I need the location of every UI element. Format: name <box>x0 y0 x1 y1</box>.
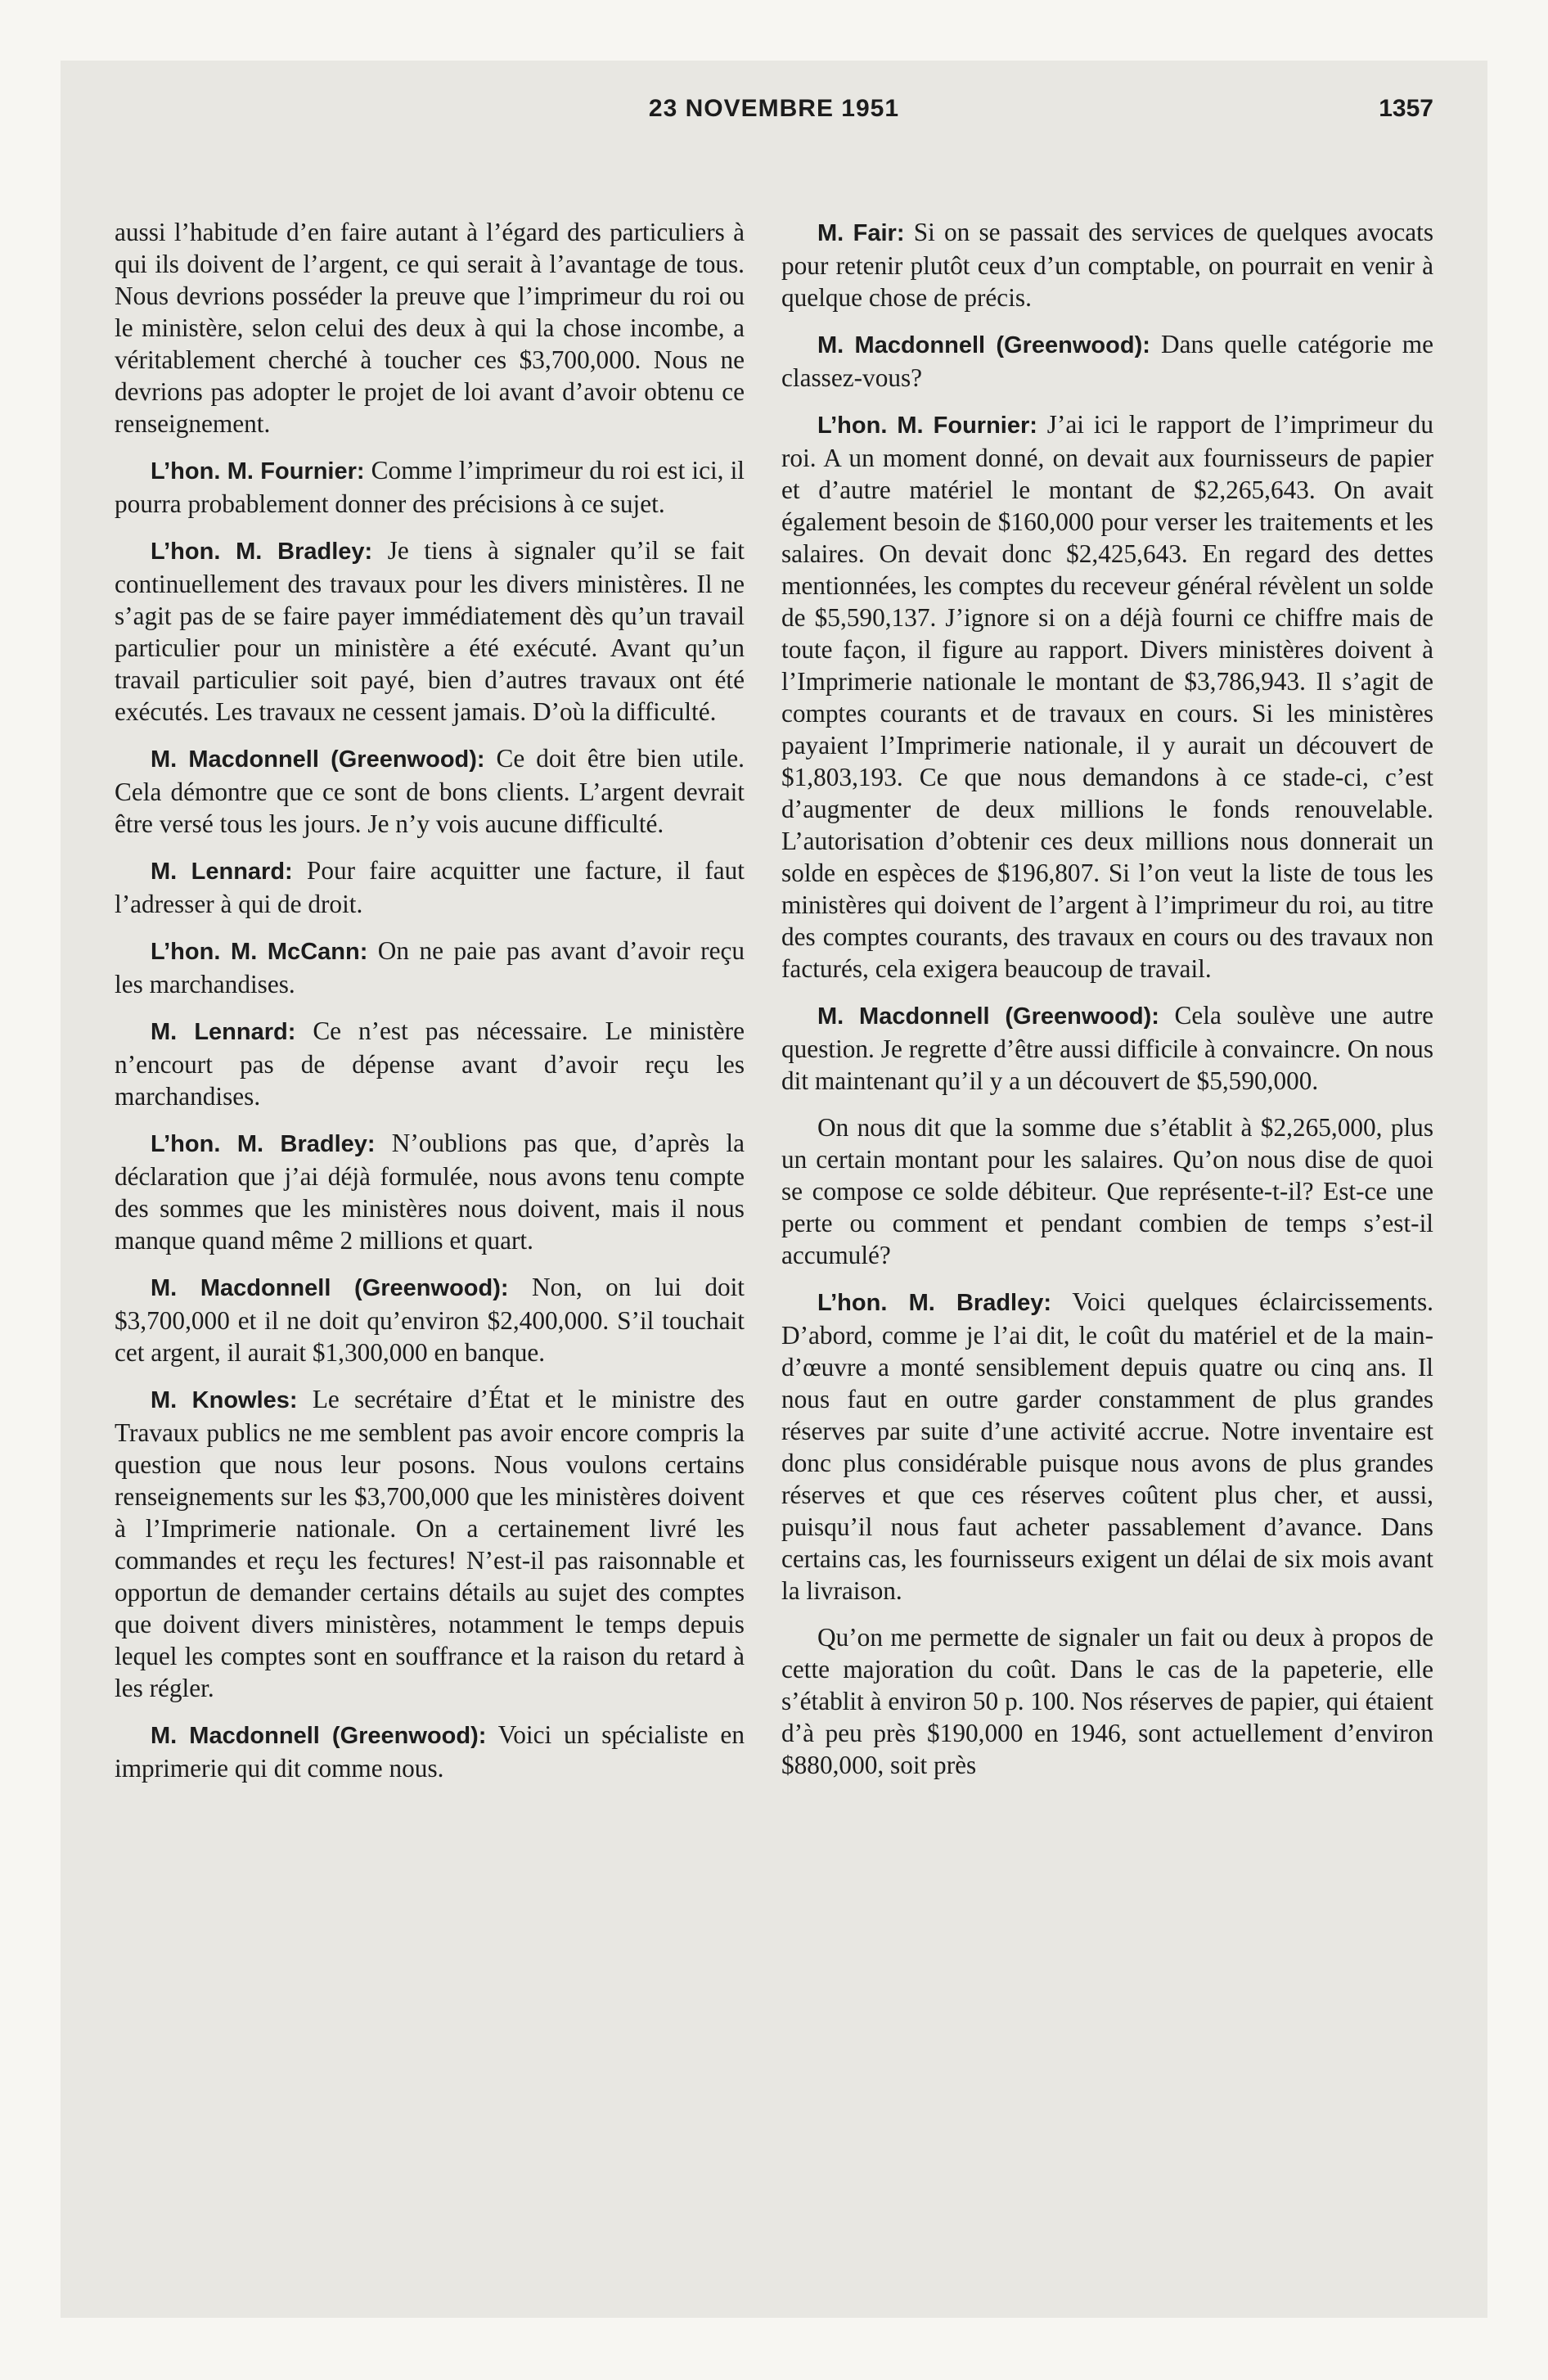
paragraph <box>115 216 745 439</box>
paragraph-text: Pour faire acquitter une facture, il faut l’adresser à qui de droit. <box>115 856 745 918</box>
paragraph-text: Ce doit être bien utile. Cela démontre que ce sont de bons clients. L’argent devrait être versé tous les jours. Je n’y vois aucune difficulté. <box>115 744 745 838</box>
paragraph <box>781 1111 1433 1271</box>
paragraph <box>115 854 745 920</box>
page-header <box>115 95 1433 144</box>
speaker-name: M. Lennard: <box>151 1019 296 1045</box>
paragraph-text: Dans quelle catégorie me classez-vous? <box>781 330 1433 392</box>
speaker-name: L’hon. M. Bradley: <box>151 539 373 565</box>
paragraph <box>115 1127 745 1256</box>
paragraph <box>115 534 745 728</box>
paragraph <box>115 742 745 840</box>
paragraph <box>781 328 1433 394</box>
paragraph-text: Je tiens à signaler qu’il se fait continuellement des travaux pour les divers ministères. Il ne s’agit pas de se faire payer immédiatement dès qu’un travail particulier pour un ministère a été exécuté. Avant qu’un travail particulier soit payé, bien d’autres travaux ont été exécutés. Les travaux ne cessent jamais. D’où la difficulté. <box>115 536 745 726</box>
speaker-name: M. Knowles: <box>151 1387 298 1413</box>
page-number: 1357 <box>1379 95 1433 122</box>
paragraph-text: Le secrétaire d’État et le ministre des Travaux publics ne me semblent pas avoir encore compris la question que nous leur posons. Nous voulons certains renseignements sur les $3,700,000 que les ministères doivent à l’Imprimerie nationale. On a certainement livré les commandes et reçu les fectures! N’est-il pas raisonnable et opportun de demander certains détails au sujet des comptes que doivent divers ministères, notamment le temps depuis lequel les comptes sont en souffrance et la raison du retard à les régler. <box>115 1385 745 1702</box>
speaker-name: M. Fair: <box>817 220 905 246</box>
paragraph-text: On nous dit que la somme due s’établit à $2,265,000, plus un certain montant pour les salaires. Qu’on nous dise de quoi se compose ce solde débiteur. Que représente-t-il? Est-ce une perte ou comment et pendant combien de temps s’est-il accumulé? <box>781 1113 1433 1269</box>
speaker-name: L’hon. M. Fournier: <box>817 412 1037 439</box>
paragraph-text: Cela soulève une autre question. Je regrette d’être aussi difficile à convaincre. On nous dit maintenant qu’il y a un découvert de $5,590,000. <box>781 1001 1433 1095</box>
paragraph-text: N’oublions pas que, d’après la déclaration que j’ai déjà formulée, nous avons tenu compte des sommes que les ministères nous doivent, mais il nous manque quand même 2 millions et quart. <box>115 1129 745 1255</box>
paragraph <box>115 454 745 520</box>
speaker-name: M. Macdonnell (Greenwood): <box>151 1723 487 1749</box>
speaker-name: L’hon. M. McCann: <box>151 939 368 965</box>
speaker-name: M. Lennard: <box>151 859 293 885</box>
paragraph-text: Non, on lui doit $3,700,000 et il ne doit qu’environ $2,400,000. S’il touchait cet argent, il aurait $1,300,000 en banque. <box>115 1273 745 1367</box>
speaker-name: M. Macdonnell (Greenwood): <box>817 332 1150 358</box>
speaker-name: M. Macdonnell (Greenwood): <box>151 1275 509 1301</box>
paragraph <box>781 1621 1433 1781</box>
paragraph-text: aussi l’habitude d’en faire autant à l’égard des particuliers à qui ils doivent de l’argent, ce qui serait à l’avantage de tous. Nous devrions posséder la preuve que l’imprimeur du roi ou le ministère, selon celui des deux à qui la chose incombe, a véritablement cherché à toucher ces $3,700,000. Nous ne devrions pas adopter le projet de loi avant d’avoir obtenu ce renseignement. <box>115 218 745 438</box>
paragraph-text: Comme l’imprimeur du roi est ici, il pourra probablement donner des précisions à ce sujet. <box>115 456 745 518</box>
speaker-name: M. Macdonnell (Greenwood): <box>151 746 485 773</box>
paragraph <box>115 935 745 1000</box>
speaker-name: L’hon. M. Bradley: <box>817 1290 1052 1316</box>
paragraph <box>115 1015 745 1112</box>
paragraph-text: Qu’on me permette de signaler un fait ou deux à propos de cette majoration du coût. Dans le cas de la papeterie, elle s’établit à environ 50 p. 100. Nos réserves de papier, qui étaient d’à peu près $190,000 en 1946, sont actuellement d’environ $880,000, soit près <box>781 1623 1433 1779</box>
paragraph <box>781 999 1433 1097</box>
paragraph <box>781 408 1433 985</box>
speaker-name: L’hon. M. Fournier: <box>151 458 365 485</box>
paragraph <box>115 1383 745 1704</box>
speaker-name: L’hon. M. Bradley: <box>151 1131 376 1157</box>
left-column <box>115 216 745 1799</box>
paragraph-text: On ne paie pas avant d’avoir reçu les marchandises. <box>115 936 745 998</box>
paragraph <box>115 1719 745 1784</box>
paragraph <box>781 216 1433 313</box>
paragraph-text: J’ai ici le rapport de l’imprimeur du roi. A un moment donné, on devait aux fournisseurs de papier et d’autre matériel le montant de $2,265,643. On avait également besoin de $160,000 pour verser les traitements et les salaires. On devait donc $2,425,643. En regard des dettes mentionnées, les comptes du receveur général révèlent un solde de $5,590,137. J’ignore si on a déjà fourni ce chiffre mais de toute façon, il figure au rapport. Divers ministères doivent à l’Imprimerie nationale le montant de $3,786,943. Il s’agit de comptes courants et de travaux en cours. Si les ministères payaient l’Imprimerie nationale, il y aurait un découvert de $1,803,193. Ce que nous demandons à ce stade-ci, c’est d’augmenter de deux millions le fonds renouvelable. L’autorisation d’obtenir ces deux millions nous donnerait un solde en espèces de $196,807. Si l’on veut la liste de tous les ministères qui doivent de l’argent à l’imprimeur du roi, au titre des comptes courants, des travaux en cours ou des travaux non facturés, cela exigera beaucoup de travail. <box>781 410 1433 983</box>
header-date: 23 NOVEMBRE 1951 <box>648 95 900 122</box>
paragraph-text: Voici un spécialiste en imprimerie qui dit comme nous. <box>115 1720 745 1783</box>
paragraph-text: Voici quelques éclaircissements. D’abord, comme je l’ai dit, le coût du matériel et de la main-d’œuvre a monté sensiblement depuis quatre ou cinq ans. Il nous faut en outre garder constamment de plus grandes réserves par suite d’une activité accrue. Notre inventaire est donc plus considérable puisque nous avons de plus grandes réserves et que ces réserves coûtent plus cher, et aussi, puisqu’il nous faut acheter passablement d’avance. Dans certains cas, les fournisseurs exigent un délai de six mois avant la livraison. <box>781 1287 1433 1605</box>
paragraph-text: Si on se passait des services de quelques avocats pour retenir plutôt ceux d’un comptable, on pourrait en venir à quelque chose de précis. <box>781 218 1433 312</box>
paragraph-text: Ce n’est pas nécessaire. Le ministère n’encourt pas de dépense avant d’avoir reçu les marchandises. <box>115 1016 745 1111</box>
paragraph <box>781 1286 1433 1607</box>
paragraph <box>115 1271 745 1368</box>
right-column <box>781 216 1433 1796</box>
speaker-name: M. Macdonnell (Greenwood): <box>817 1003 1159 1030</box>
